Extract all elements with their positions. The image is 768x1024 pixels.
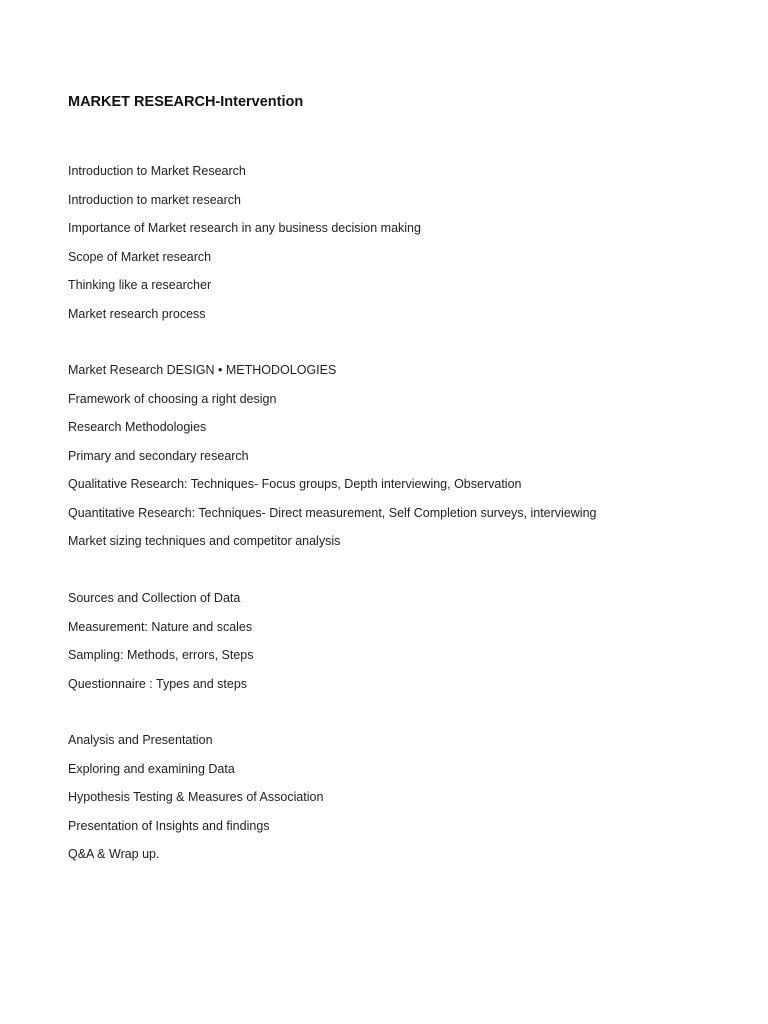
list-item: Primary and secondary research: [68, 448, 249, 463]
list-item: Scope of Market research: [68, 249, 212, 264]
section-heading: Market Research DESIGN • METHODOLOGIES: [68, 363, 337, 377]
list-item: Introduction to market research: [68, 192, 241, 207]
list-item: Sampling: Methods, errors, Steps: [68, 648, 254, 662]
list-item: Market sizing techniques and competitor analysis: [68, 534, 341, 548]
section-heading: Introduction to Market Research: [68, 164, 246, 178]
list-item: Qualitative Research: Techniques- Focus groups, Depth interviewing, Observation: [68, 477, 522, 491]
list-item: Questionnaire : Types and steps: [68, 676, 248, 691]
list-item: Thinking like a researcher: [68, 278, 212, 292]
list-item: Presentation of Insights and findings: [68, 818, 270, 833]
list-item: Importance of Market research in any business decision making: [68, 221, 421, 235]
section-introduction: [68, 157, 748, 328]
section-analysis-presentation: [68, 726, 748, 869]
list-item: Exploring and examining Data: [68, 761, 235, 776]
document-title: MARKET RESEARCH-Intervention: [68, 94, 304, 110]
list-item: Hypothesis Testing & Measures of Association: [68, 790, 324, 804]
list-item: Q&A & Wrap up.: [68, 847, 160, 861]
list-item: Research Methodologies: [68, 420, 207, 434]
list-item: Quantitative Research: Techniques- Direct measurement, Self Completion surveys, interviewing: [68, 505, 597, 520]
list-item: Measurement: Nature and scales: [68, 619, 253, 634]
list-item: Market research process: [68, 306, 206, 321]
section-heading: Analysis and Presentation: [68, 733, 213, 747]
list-item: Framework of choosing a right design: [68, 391, 277, 406]
section-heading: Sources and Collection of Data: [68, 591, 241, 605]
section-design-methodologies: [68, 356, 748, 556]
section-data-collection: [68, 584, 748, 698]
